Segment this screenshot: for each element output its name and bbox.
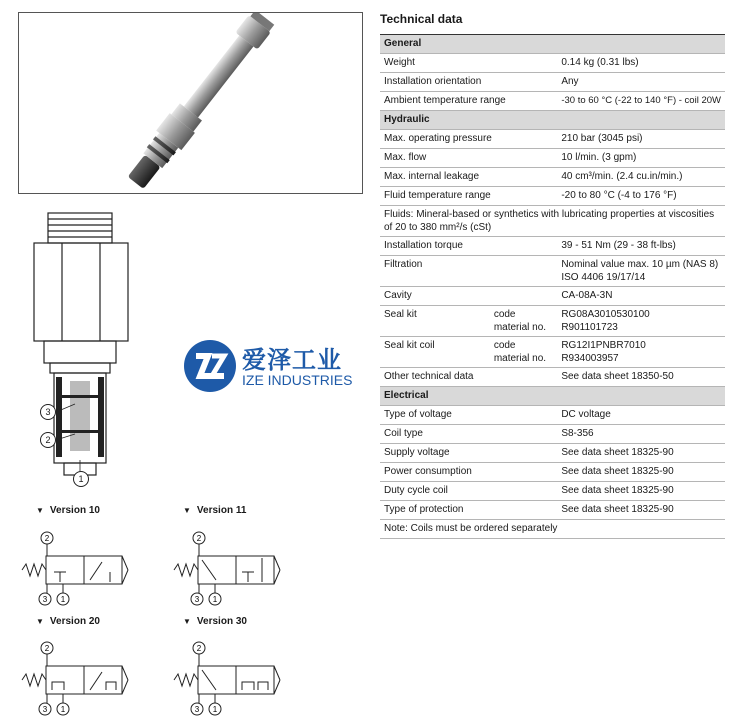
table-row: Cavity CA-08A-3N [380, 287, 725, 306]
callout-1: 1 [73, 471, 89, 487]
table-row: Fluid temperature range -20 to 80 °C (-4 to 176 °F) [380, 187, 725, 206]
spec-table [380, 34, 725, 539]
symbol-version-10 [20, 528, 130, 608]
table-row: Power consumption See data sheet 18325-90 [380, 463, 725, 482]
version-11-label: ▼ Version 11 [183, 505, 247, 516]
product-photo [18, 12, 363, 194]
table-row: Other technical data See data sheet 18350-50 [380, 368, 725, 387]
svg-text:1: 1 [212, 595, 218, 604]
callout-3: 3 [40, 404, 56, 420]
symbol-version-30 [172, 638, 282, 718]
symbol-version-20 [20, 638, 130, 718]
table-row-note: Note: Coils must be ordered separately [380, 520, 725, 539]
svg-text:3: 3 [194, 595, 200, 604]
table-row-fluids: Fluids: Mineral-based or synthetics with lubricating properties at viscosities of 20 to 380 mm²/s (cSt) [380, 206, 725, 237]
logo-text-cn: 爱泽工业 [242, 347, 342, 374]
technical-data-title: Technical data [380, 12, 463, 26]
svg-text:2: 2 [196, 644, 202, 653]
version-10-label: ▼ Version 10 [36, 505, 100, 516]
table-row: Coil type S8-356 [380, 425, 725, 444]
svg-text:2: 2 [196, 534, 202, 543]
table-row: Weight 0.14 kg (0.31 lbs) [380, 54, 725, 73]
table-row: Duty cycle coil See data sheet 18325-90 [380, 482, 725, 501]
table-row: Max. operating pressure 210 bar (3045 psi) [380, 130, 725, 149]
table-row-seal-kit-coil: Seal kit coil code material no. RG12I1PNBR7010 R934003957 [380, 337, 725, 368]
table-row: Filtration Nominal value max. 10 µm (NAS 8) ISO 4406 19/17/14 [380, 256, 725, 287]
table-row: Type of voltage DC voltage [380, 406, 725, 425]
logo-text-en: IZE INDUSTRIES [242, 372, 353, 388]
table-row-seal-kit: Seal kit code material no. RG08A3010530100 R901101723 [380, 306, 725, 337]
table-row: Supply voltage See data sheet 18325-90 [380, 444, 725, 463]
table-row: Type of protection See data sheet 18325-90 [380, 501, 725, 520]
svg-text:2: 2 [44, 644, 50, 653]
ize-logo [182, 338, 372, 398]
valve-image [19, 13, 362, 193]
svg-text:3: 3 [42, 595, 48, 604]
table-row: Max. flow 10 l/min. (3 gpm) [380, 149, 725, 168]
section-header-hydraulic: Hydraulic [380, 111, 725, 130]
callout-leaders [55, 400, 95, 475]
version-30-label: ▼ Version 30 [183, 616, 247, 627]
version-20-label: ▼ Version 20 [36, 616, 100, 627]
table-row: Max. internal leakage 40 cm³/min. (2.4 cu.in/min.) [380, 168, 725, 187]
symbol-version-11 [172, 528, 282, 608]
callout-2: 2 [40, 432, 56, 448]
svg-text:1: 1 [60, 705, 66, 714]
svg-text:3: 3 [42, 705, 48, 714]
svg-text:2: 2 [44, 534, 50, 543]
table-row: Installation torque 39 - 51 Nm (29 - 38 ft-lbs) [380, 237, 725, 256]
technical-data [380, 10, 725, 539]
svg-text:1: 1 [60, 595, 66, 604]
section-header-electrical: Electrical [380, 387, 725, 406]
logo-mark-icon [182, 338, 238, 394]
table-row: Ambient temperature range -30 to 60 °C (-22 to 140 °F) - coil 20W [380, 92, 725, 111]
section-header-general: General [380, 35, 725, 54]
svg-text:1: 1 [212, 705, 218, 714]
svg-text:3: 3 [194, 705, 200, 714]
table-row: Installation orientation Any [380, 73, 725, 92]
